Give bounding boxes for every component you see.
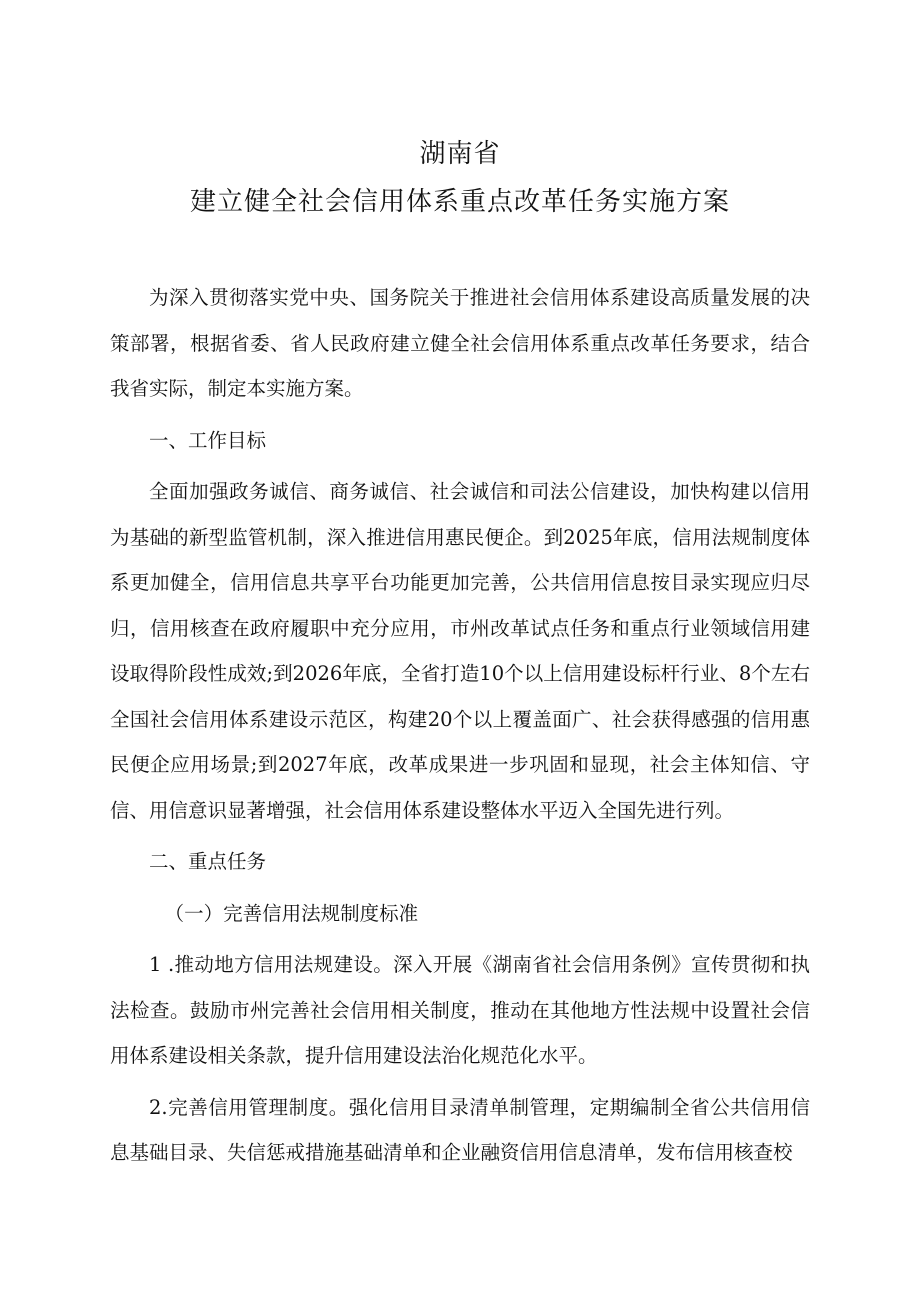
subsection-heading-laws: （一）完善信用法规制度标准 [164, 901, 419, 925]
goals-paragraph: 全面加强政务诚信、商务诚信、社会诚信和司法公信建设，加快构建以信用为基础的新型监管机制，深入推进信用惠民便企。到2025年底，信用法规制度体系更加健全，信用信息共享平台功能更加完善，公共信用信息按目录实现应归尽归，信用核查在政府履职中充分应用，市州改革试点任务和重点行业领域信用建设取得阶段性成效;到2026年底，全省打造10个以上信用建设标杆行业、8个左右全国社会信用体系建设示范区，构建20个以上覆盖面广、社会获得感强的信用惠民便企应用场景;到2027年底，改革成果进一步巩固和显现，社会主体知信、守信、用信意识显著增强，社会信用体系建设整体水平迈入全国先进行列。 [110, 480, 810, 822]
task-item-1: 1 .推动地方信用法规建设。深入开展《湖南省社会信用条例》宣传贯彻和执法检查。鼓励市州完善社会信用相关制度，推动在其他地方性法规中设置社会信用体系建设相关条款，提升信用建设法治化规范化水平。 [110, 953, 810, 1067]
section-heading-goals: 一、工作目标 [149, 428, 267, 452]
document-title: 建立健全社会信用体系重点改革任务实施方案 [189, 187, 730, 217]
document-title-province: 湖南省 [419, 139, 501, 169]
intro-paragraph: 为深入贯彻落实党中央、国务院关于推进社会信用体系建设高质量发展的决策部署，根据省委、省人民政府建立健全社会信用体系重点改革任务要求，结合我省实际，制定本实施方案。 [110, 286, 810, 400]
document-body [110, 275, 810, 1176]
section-heading-tasks: 二、重点任务 [149, 850, 267, 873]
task-item-2: 2.完善信用管理制度。强化信用目录清单制管理，定期编制全省公共信用信息基础目录、失信惩戒措施基础清单和企业融资信用信息清单，发布信用核查校 [110, 1095, 810, 1164]
